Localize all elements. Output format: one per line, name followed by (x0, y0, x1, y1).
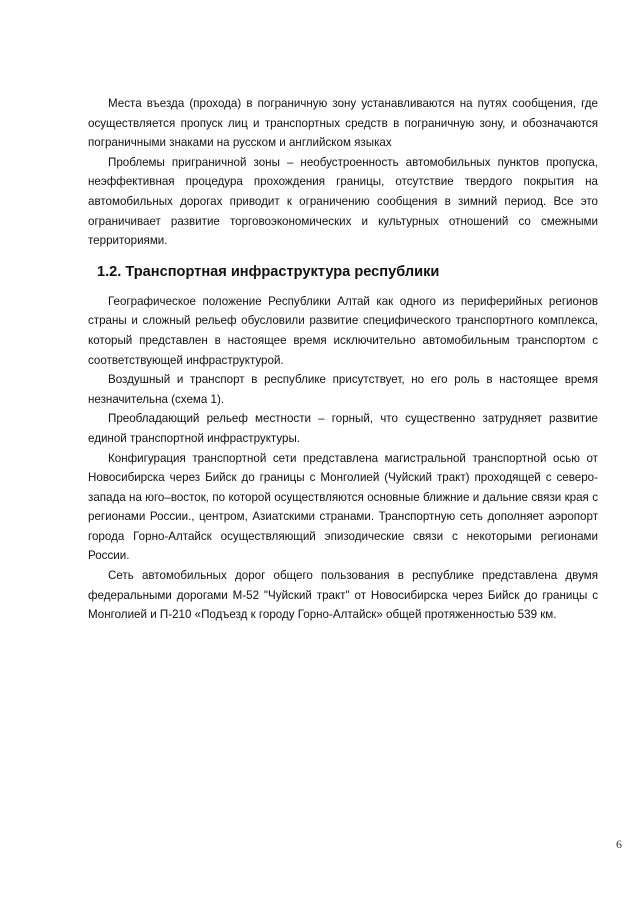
paragraph-geography: Географическое положение Республики Алтай как одного из периферийных регионов страны и сложный рельеф обусловили развитие специфического транспортного комплекса, который представлен в настоящее время исключительно автомобильным транспортом с соответствующей инфраструктурой. (88, 294, 598, 367)
paragraph-road-network: Сеть автомобильных дорог общего пользования в республике представлена двумя федеральными дорогами М-52 "Чуйский тракт" от Новосибирска через Бийск до границы с Монголией и П-210 «Подъезд к городу Горно-Алтайск» общей протяженностью 539 км. (88, 569, 598, 622)
paragraph-border-problems: Проблемы приграничной зоны – необустроенность автомобильных пунктов пропуска, неэффективная процедура прохождения границы, отсутствие твердого покрытия на автомобильных дорогах приводит к ограничению сообщения в зимний период. Все это ограничивает развитие торговоэкономических и культурных отношений со смежными территориями. (88, 155, 598, 248)
document-page (88, 94, 598, 625)
paragraph-network-configuration: Конфигурация транспортной сети представлена магистральной транспортной осью от Новосибирска через Бийск до границы с Монголией (Чуйский тракт) проходящей с северо-запада на юго–восток, по которой осуществляются основные ближние и дальние связи края с регионами России., центром, Азиатскими странами. Транспортную сеть дополняет аэропорт города Горно-Алтайск осуществляющий эпизодические связи с некоторыми регионами России. (88, 451, 598, 563)
paragraph-border-entry: Места въезда (прохода) в пограничную зону устанавливаются на путях сообщения, где осуществляется пропуск лиц и транспортных средств в пограничную зону, и обозначаются пограничными знаками на русском и английском языках (88, 97, 598, 150)
paragraph-terrain: Преобладающий рельеф местности – горный, что существенно затрудняет развитие единой транспортной инфраструктуры. (88, 412, 598, 445)
page-number: 6 (616, 837, 622, 851)
paragraph-air-transport: Воздушный и транспорт в республике присутствует, но его роль в настоящее время незначительна (схема 1). (88, 373, 598, 406)
section-heading: 1.2. Транспортная инфраструктура республики (97, 263, 440, 280)
